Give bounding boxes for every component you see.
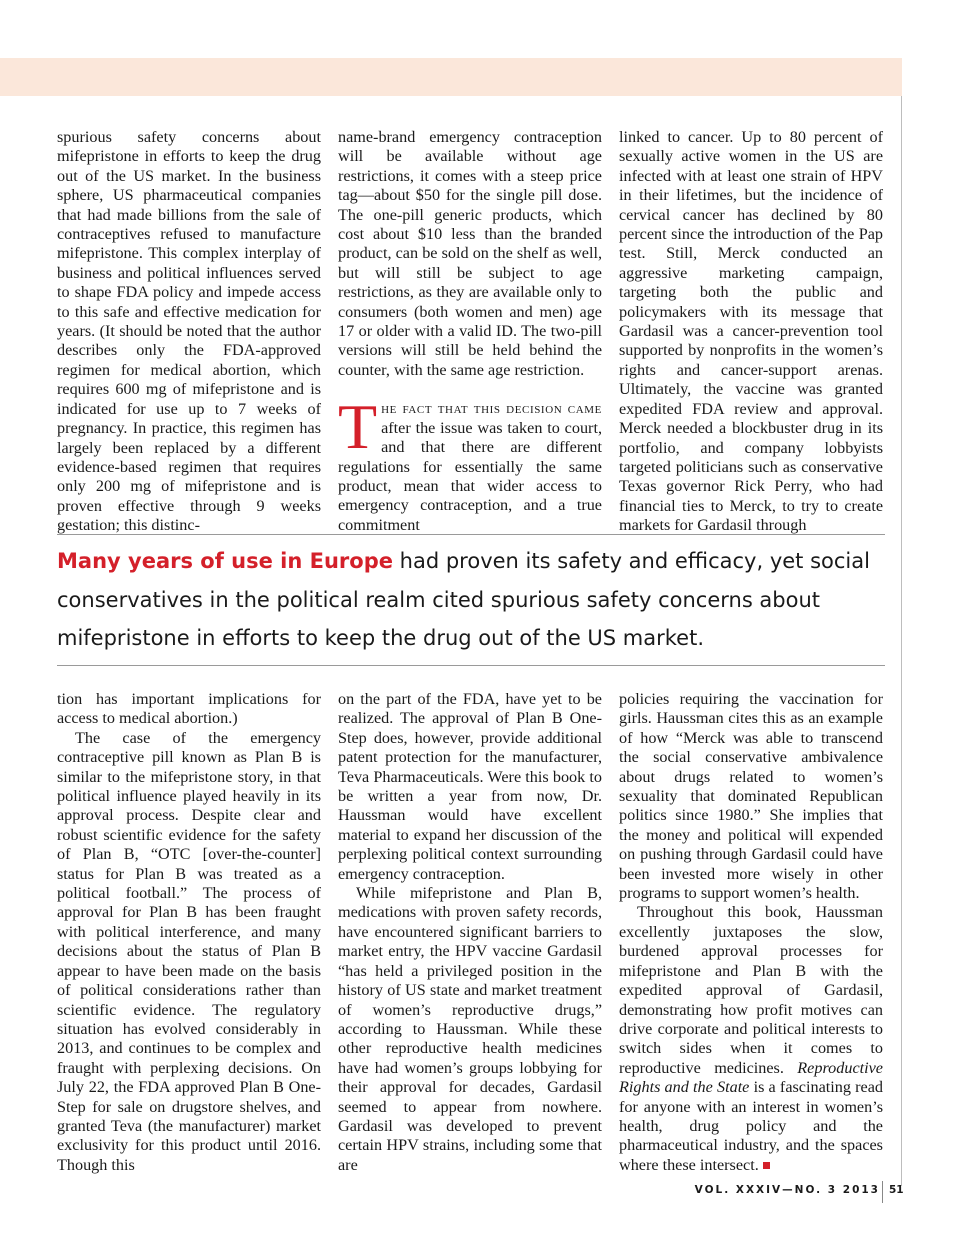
lead-in: he fact that this decision came: [381, 399, 602, 418]
bottom-column-3: [619, 690, 883, 1175]
bottom-column-1-paragraph-2: The case of the emergency contraceptive pill known as Plan B is similar to the mifepristone story, in that political influence played heavily in its approval process. Despite clear and robust scientific evidence for the safety of Plan B, “OTC [over-the-counter] status for Plan B was treated as a political football.” The process of approval for Plan B has been fraught with political interference, and many decisions about the status of Plan B appear to have been made on the basis of political considerations rather than scientific evidence. The regulatory situation has evolved considerably in 2013, and continues to be complex and fraught with perplexing decisions. On July 22, the FDA approved Plan B One-Step for sale on drugstore shelves, and granted Teva (the manufacturer) market exclusivity for this product until 2016. Though this: [57, 728, 321, 1174]
bottom-column-1: [57, 690, 321, 1175]
top-column-1: [57, 128, 321, 536]
drop-cap: T: [338, 391, 378, 463]
drop-cap-paragraph-text: after the issue was taken to court, and that there are different regulations for essentially the same product, mean that wider access to emergency contraception, and a true commitment: [338, 418, 602, 534]
end-mark-icon: [763, 1162, 770, 1169]
footer-divider: [882, 1181, 883, 1203]
bottom-column-2-paragraph-1: on the part of the FDA, have yet to be realized. The approval of Plan B One-Step does, however, provide additional patent protection for the manufacturer, Teva Pharmaceuticals. Were this book to be written a year from now, Dr. Haussman would have excellent material to expand her discussion of the perplexing political context surrounding emergency contraception.: [338, 690, 602, 883]
header-band: [0, 58, 902, 96]
pullquote-rule-bottom: [57, 665, 885, 666]
page-number: 51: [889, 1184, 904, 1196]
pull-quote-text: had proven its safety and efficacy, yet social conservatives in the political realm cited spurious safety concerns about mifepristone in efforts to keep the drug out of the US market.: [57, 549, 870, 650]
drop-cap-paragraph: [338, 391, 602, 535]
margin-rule: [901, 96, 902, 1186]
top-column-3: [619, 128, 883, 536]
top-column-2-paragraph: name-brand emergency contraception will be available without age restrictions, it comes with a steep price tag—about $50 for the single pill dose. The one-pill generic products, which cost about $10 less than the branded product, can be sold on the shelf as well, but will still be subject to age restrictions, as they are available only to consumers (both women and men) age 17 or older with a valid ID. The two-pill versions will still be held behind the counter, with the same age restriction.: [338, 128, 602, 379]
bottom-column-2-paragraph-2: While mifepristone and Plan B, medications with proven safety records, have encountered significant barriers to market entry, the HPV vaccine Gardasil “has held a privileged position in the history of US state and market treatment of women’s reproductive drugs,” according to Haussman. While these other reproductive health medicines have had women’s groups lobbying for their approval for decades, Gardasil seemed to appear from nowhere. Gardasil was developed to prevent certain HPV strains, including some that are: [338, 884, 602, 1174]
bottom-column-3-paragraph-2: [619, 903, 883, 1175]
bottom-column-3-text-a: Throughout this book, Haussman excellently juxtaposes the slow, burdened approval processes for mifepristone and Plan B with the expedited approval of Gardasil, demonstrating how profit motives can drive corporate and political interests to switch sides when it comes to reproductive medicines.: [619, 903, 883, 1077]
pull-quote-highlight: Many years of use in Europe: [57, 549, 393, 573]
top-column-2: [338, 128, 602, 535]
pullquote-rule-top: [57, 534, 885, 535]
top-column-3-text: linked to cancer. Up to 80 percent of sexually active women in the US are infected with at least one strain of HPV in their lifetimes, but the incidence of cervical cancer has declined by 80 percent since the introduction of the Pap test. Still, Merck conducted an aggressive marketing campaign, targeting both the public and policymakers with its message that Gardasil was a cancer-prevention tool supported by nonprofits in the women’s rights and cancer-support arenas. Ultimately, the vaccine was granted expedited FDA review and approval. Merck needed a blockbuster drug in its portfolio, and company lobbyists targeted politicians such as conservative Texas governor Rick Perry, who had financial ties to Merck, to try to create markets for Gardasil through: [619, 128, 883, 535]
bottom-column-3-paragraph-1: policies requiring the vaccination for girls. Haussman cites this as an example of how “Merck was able to transcend the social conservative ambivalence about drugs related to women’s sexuality that dominated Republican politics since 1980.” She implies that the money and political will expended on pushing through Gardasil could have been invested more wisely in other programs to support women’s health.: [619, 690, 883, 903]
bottom-column-1-paragraph-1: tion has important implications for access to medical abortion.): [57, 690, 321, 728]
pull-quote: [57, 542, 885, 658]
top-column-1-text: spurious safety concerns about mifepristone in efforts to keep the drug out of the US market. In the business sphere, US pharmaceutical companies that had made billions from the sale of contraceptives refused to manufacture mifepristone. This complex interplay of business and political influences served to shape FDA policy and impede access to this safe and effective medication for years. (It should be noted that the author describes only the FDA-approved regimen for medical abortion, which requires 600 mg of mifepristone and is indicated for use up to 7 weeks of pregnancy. In practice, this regimen has largely been replaced by a different evidence-based regimen that requires only 200 mg of mifepristone and is proven effective through 9 weeks gestation; this distinc-: [57, 128, 321, 535]
book-title: Reproductive Rights and the State: [619, 1058, 883, 1097]
bottom-column-2: [338, 690, 602, 1175]
issue-label: VOL. XXXIV—NO. 3 2013: [694, 1184, 880, 1196]
bottom-column-3-text-b: is a fascinating read for anyone with an interest in women’s health, drug policy and the pharmaceutical industry, and the spaces where these intersect.: [619, 1078, 883, 1174]
page-footer: [694, 1181, 910, 1203]
